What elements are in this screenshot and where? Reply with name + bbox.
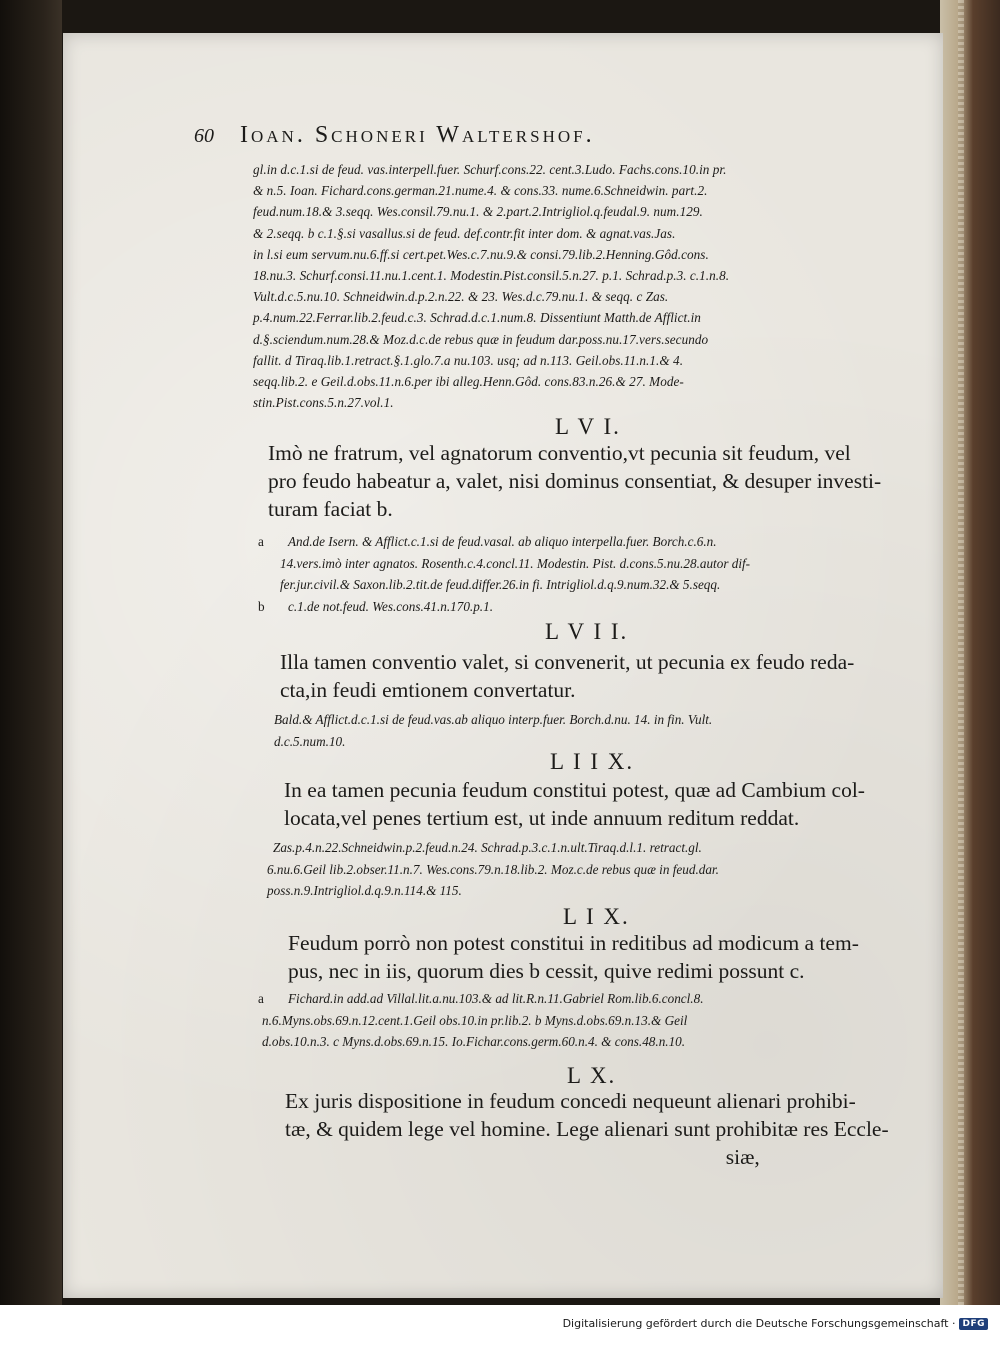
footnote-line: [258, 574, 750, 596]
dfg-logo-icon: DFG: [959, 1318, 988, 1330]
note-line: stin.Pist.cons.5.n.27.vol.1.: [253, 395, 394, 411]
body-line: tæ, & quidem lege vel homine. Lege alienari sunt prohibitæ res Eccle-: [285, 1117, 889, 1141]
footer-bar: [0, 1305, 1000, 1349]
section-heading-58: L I I X.: [550, 749, 635, 774]
footnote-line: Zas.p.4.n.22.Schneidwin.p.2.feud.n.24. Schrad.p.3.c.1.n.ult.Tiraq.d.l.1. retract.gl.: [273, 840, 702, 855]
body-line: Illa tamen conventio valet, si convenerit, ut pecunia ex feudo reda-: [280, 650, 855, 674]
note-line: gl.in d.c.1.si de feud. vas.interpell.fuer. Schurf.cons.22. cent.3.Ludo. Fachs.cons.10.in pr.: [253, 162, 727, 177]
footnote-text: n.6.Myns.obs.69.n.12.cent.1.Geil obs.10.in pr.lib.2. b Myns.d.obs.69.n.13.& Geil: [262, 1012, 688, 1028]
footnotes-57: [274, 709, 712, 752]
footnote-text: fer.jur.civil.& Saxon.lib.2.tit.de feud.differ.26.in fi. Intrigliol.d.q.9.num.32.& 5.seqq.: [280, 577, 721, 592]
note-line: in l.si eum servum.nu.6.ff.si cert.pet.Wes.c.7.nu.9.& consi.79.lib.2.Henning.Gôd.cons.: [253, 246, 709, 262]
section-body-59: [288, 929, 953, 985]
note-line: seqq.lib.2. e Geil.d.obs.11.n.6.per ibi alleg.Henn.Gôd. cons.83.n.26.& 27. Mode-: [253, 374, 684, 390]
note-line: fallit. d Tiraq.lib.1.retract.§.1.glo.7.a nu.103. usq; ad n.113. Geil.obs.11.n.1.& 4.: [253, 352, 684, 368]
book-page: [63, 33, 943, 1298]
footnote-line: [258, 531, 750, 553]
footnote-line: Bald.& Afflict.d.c.1.si de feud.vas.ab aliquo interp.fuer. Borch.d.nu. 14. in fin. Vult.: [274, 712, 713, 727]
section-heading-60: L X.: [567, 1063, 617, 1088]
running-head: [194, 122, 894, 149]
running-title: Ioan. Schoneri Waltershof.: [240, 122, 595, 148]
body-line: pro feudo habeatur a, valet, nisi dominus consentiat, & desuper investi-: [268, 469, 882, 493]
credit-line: [563, 1317, 988, 1330]
footnote-line: d.c.5.num.10.: [274, 733, 346, 749]
credit-text: Digitalisierung gefördert durch die Deutsche Forschungsgemeinschaft ·: [562, 1317, 956, 1330]
body-line: turam faciat b.: [268, 497, 393, 521]
footnote-line: [258, 1031, 704, 1053]
footnote-mark: a: [258, 534, 264, 549]
footnote-text: Fichard.in add.ad Villal.lit.a.nu.103.& ad lit.R.n.11.Gabriel Rom.lib.6.concl.8.: [288, 991, 704, 1006]
note-line: p.4.num.22.Ferrar.lib.2.feud.c.3. Schrad.d.c.1.num.8. Dissentiunt Matth.de Afflict.in: [253, 310, 701, 326]
footnotes-59: [258, 988, 704, 1053]
footnotes-56: [258, 531, 750, 617]
footnote-text: c.1.de not.feud. Wes.cons.41.n.170.p.1.: [288, 598, 493, 614]
note-line: & n.5. Ioan. Fichard.cons.german.21.nume.4. & cons.33. nume.6.Schneidwin. part.2.: [253, 183, 708, 199]
note-line: 18.nu.3. Schurf.consi.11.nu.1.cent.1. Modestin.Pist.consil.5.n.27. p.1. Schrad.p.3. c.1.n.8.: [253, 268, 730, 284]
note-line: d.§.sciendum.num.28.& Moz.d.c.de rebus quæ in feudum dar.poss.nu.17.vers.secundo: [253, 331, 709, 347]
body-line: In ea tamen pecunia feudum constitui potest, quæ ad Cambium col-: [284, 778, 865, 802]
section-body-58: [284, 776, 949, 832]
footnotes-58: [267, 837, 719, 902]
footnote-text: 14.vers.imò inter agnatos. Rosenth.c.4.concl.11. Modestin. Pist. d.cons.5.nu.28.autor dif-: [280, 555, 751, 571]
body-line: siæ,: [285, 1145, 760, 1169]
body-line: Imò ne fratrum, vel agnatorum conventio,vt pecunia sit feudum, vel: [268, 441, 851, 465]
body-line: locata,vel penes tertium est, ut inde annuum reditum reddat.: [284, 806, 800, 830]
footnote-line: poss.n.9.Intrigliol.d.q.9.n.114.& 115.: [267, 883, 462, 898]
section-heading-57: L V I I.: [545, 619, 629, 644]
footnote-line: [258, 596, 750, 618]
footnote-mark: a: [258, 991, 264, 1006]
note-line: Vult.d.c.5.nu.10. Schneidwin.d.p.2.n.22. & 23. Wes.d.c.79.nu.1. & seqq. c Zas.: [253, 289, 669, 305]
section-body-60: [285, 1087, 950, 1171]
body-line: cta,in feudi emtionem convertatur.: [280, 678, 576, 702]
footnote-line: [258, 988, 704, 1010]
section-heading-59: L I X.: [563, 904, 630, 929]
scan-background-left: [0, 0, 62, 1305]
body-line: Ex juris dispositione in feudum concedi nequeunt alienari prohibi-: [285, 1089, 856, 1113]
footnote-line: 6.nu.6.Geil lib.2.obser.11.n.7. Wes.cons.79.n.18.lib.2. Moz.c.de rebus quæ in feud.dar.: [267, 861, 719, 877]
notes-top: [253, 159, 933, 413]
footnote-text: And.de Isern. & Afflict.c.1.si de feud.vasal. ab aliquo interpella.fuer. Borch.c.6.n.: [288, 534, 717, 549]
page-number: 60: [194, 125, 214, 147]
footnote-line: [258, 1010, 704, 1032]
footnote-line: [258, 553, 750, 575]
footnote-mark: b: [258, 598, 265, 614]
body-line: Feudum porrò non potest constitui in reditibus ad modicum a tem-: [288, 931, 859, 955]
section-heading-56: L V I.: [555, 414, 621, 439]
footnote-text: d.obs.10.n.3. c Myns.d.obs.69.n.15. Io.Fichar.cons.germ.60.n.4. & cons.48.n.10.: [262, 1034, 686, 1049]
note-line: feud.num.18.& 3.seqq. Wes.consil.79.nu.1. & 2.part.2.Intrigliol.q.feudal.9. num.129.: [253, 204, 703, 220]
body-line: pus, nec in iis, quorum dies b cessit, quive redimi possunt c.: [288, 959, 805, 983]
note-line: & 2.seqq. b c.1.§.si vasallus.si de feud. def.contr.fit inter dom. & agnat.vas.Jas.: [253, 225, 676, 241]
section-body-57: [280, 648, 945, 704]
page-content: [63, 33, 943, 1298]
section-body-56: [268, 439, 933, 523]
